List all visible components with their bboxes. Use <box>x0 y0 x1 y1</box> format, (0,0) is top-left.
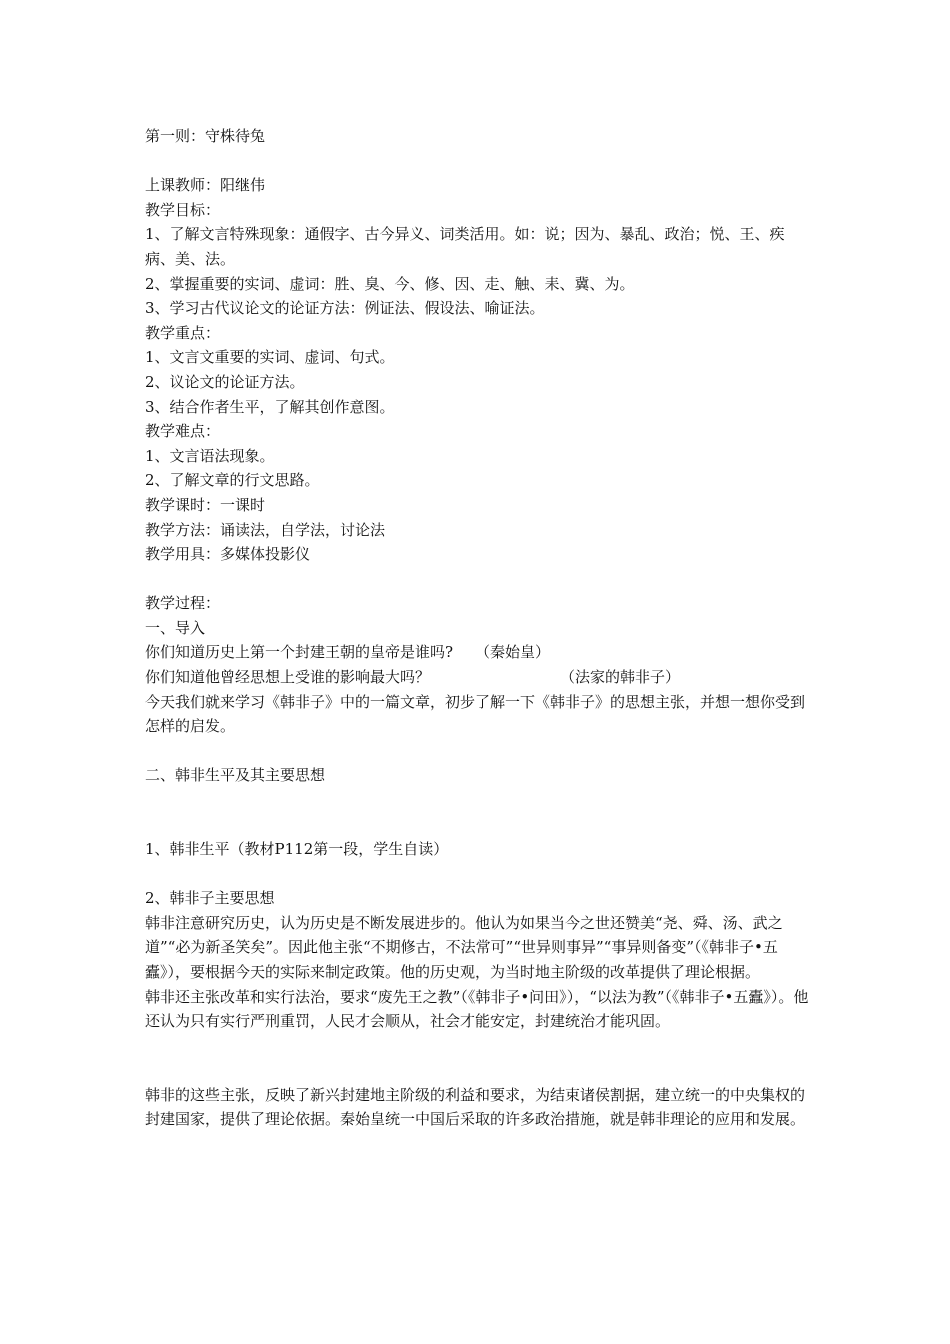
thought-paragraph-1: 韩非注意研究历史，认为历史是不断发展进步的。他认为如果当今之世还赞美“尧、舜、汤、武之道”“必为新圣笑矣”。因此他主张“不期修古，不法常可”“世异则事异”“事异则备变”（《韩非子•五蠹》），要根据今天的实际来制定政策。他的历史观，为当时地主阶级的改革提供了理论根据。 <box>145 913 783 981</box>
teaching-methods: 教学方法：诵读法，自学法，讨论法 <box>145 520 386 539</box>
key-points-heading: 教学重点： <box>145 323 221 342</box>
question-line-2 <box>145 665 810 690</box>
thought-paragraph-2: 韩非还主张改革和实行法治，要求“废先王之教”（《韩非子•问田》），“以法为教”（《韩非子•五蠹》）。他还认为只有实行严刑重罚，人民才会顺从，社会才能安定，封建统治才能巩固。 <box>145 987 809 1031</box>
objective-item: 1、了解文言特殊现象：通假字、古今异义、词类活用。如：说；因为、暴乱、政治；悦、王、疾病、美、法。 <box>145 225 785 268</box>
teaching-tools: 教学用具：多媒体投影仪 <box>145 545 311 564</box>
teacher-line: 上课教师：阳继伟 <box>145 176 266 195</box>
question-line-1 <box>145 640 810 665</box>
objective-item: 3、学习古代议论文的论证方法：例证法、假设法、喻证法。 <box>145 299 545 318</box>
class-hours: 教学课时：一课时 <box>145 495 266 514</box>
difficulties-heading: 教学难点： <box>145 422 221 441</box>
key-point-item: 2、议论文的论证方法。 <box>145 372 305 391</box>
intro-paragraph: 今天我们就来学习《韩非子》中的一篇文章，初步了解一下《韩非子》的思想主张，并想一想你受到怎样的启发。 <box>145 692 806 736</box>
question-1: 你们知道历史上第一个封建王朝的皇帝是谁吗? <box>145 643 454 662</box>
objectives-heading: 教学目标： <box>145 200 221 219</box>
process-heading: 教学过程： <box>145 594 221 613</box>
life-heading: 1、韩非生平（教材P112第一段，学生自读） <box>145 840 449 859</box>
thought-heading: 2、韩非子主要思想 <box>145 889 275 908</box>
intro-heading: 一、导入 <box>145 618 206 637</box>
answer-2: （法家的韩非子） <box>560 668 681 687</box>
objective-item: 2、掌握重要的实词、虚词：胜、臭、今、修、因、走、触、耒、冀、为。 <box>145 274 635 293</box>
section-2-heading: 二、韩非生平及其主要思想 <box>145 766 326 785</box>
question-2: 你们知道他曾经思想上受谁的影响最大吗？ <box>145 668 431 687</box>
difficulty-item: 1、文言语法现象。 <box>145 446 275 465</box>
difficulty-item: 2、了解文章的行文思路。 <box>145 471 320 490</box>
key-point-item: 1、文言文重要的实词、虚词、句式。 <box>145 348 395 367</box>
document-body <box>145 124 810 1132</box>
conclusion-paragraph: 韩非的这些主张，反映了新兴封建地主阶级的利益和要求，为结束诸侯割据，建立统一的中央集权的封建国家，提供了理论依据。秦始皇统一中国后采取的许多政治措施，就是韩非理论的应用和发展。 <box>145 1085 806 1129</box>
lesson-title: 第一则：守株待兔 <box>145 127 266 145</box>
key-point-item: 3、结合作者生平，了解其创作意图。 <box>145 397 395 416</box>
answer-1: （秦始皇） <box>475 643 551 662</box>
